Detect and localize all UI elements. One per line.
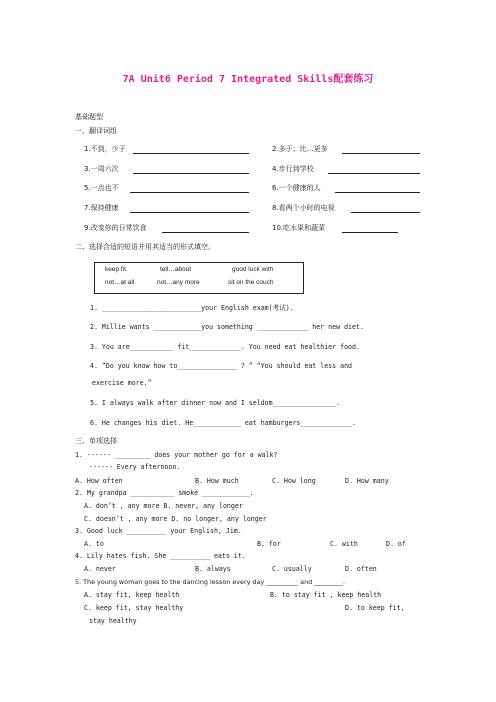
fill-question-2: 2. Millie wants ____________you something _____________ her new diet. [90,323,364,331]
mc-option: C. keep fit, stay healthy [84,604,184,612]
answer-blank-2 [342,153,420,154]
answer-blank-3 [133,173,249,174]
answer-blank-8 [351,212,420,213]
answer-blank-10 [342,232,398,233]
phrase-item-3: 3.一周六次 [84,165,119,173]
phrase-bank-item: not…any more [157,279,200,286]
mc-option: B. to stay fit , keep health [270,591,382,599]
mc-option: A. stay fit, keep health [84,591,180,599]
phrase-bank-item: tell…about [160,266,192,273]
answer-blank-7 [130,212,249,213]
mc-option: D. to keep fit, [345,604,405,612]
phrase-item-9: 9.改变你的日常饮食 [84,224,147,232]
phrase-bank-item: keep fit [105,266,126,273]
phrase-bank-item: sit on the couch [228,279,274,286]
phrase-item-7: 7.保持健康 [84,204,119,212]
mc-question-1: 1. ------ _________ does your mother go for a walk? [75,451,278,459]
phrase-item-8: 8.看两个小时的电视 [272,204,335,212]
answer-blank-5 [130,192,249,193]
answer-blank-4 [328,173,420,174]
phrase-bank-item: good luck with [232,266,274,273]
section1-title: 一、翻译词组 [75,127,117,135]
mc-question-5: 5. The young woman goes to the dancing lesson every day __________ and _________. [75,578,346,586]
mc-option: D. often [345,565,377,573]
phrase-item-4: 4.步行到学校 [272,165,314,173]
fill-question-6: 6. He changes his diet. He____________ eat hamburgers_____________. [90,419,356,427]
mc-option: C. How long [272,477,316,485]
mc-question-1-answer: ------ Every afternoon. [89,463,181,471]
mc-option: A. How often [75,477,123,485]
mc-option: B. How much [195,477,239,485]
mc-option: C. with [330,540,358,548]
answer-blank-1 [133,153,249,154]
mc-option: B. always [195,565,231,573]
section3-title: 三、单项选择 [75,437,117,445]
fill-question-5: 5. I always walk after dinner now and I seldom________________. [90,399,341,407]
mc-option: C. usually [272,565,312,573]
phrase-item-10: 10.吃水果和蔬菜 [272,224,326,232]
mc-option: A. to [84,540,104,548]
fill-question-1: 1. _________________________your English exam(考试). [90,304,294,312]
phrase-item-5: 5.一点也不 [84,184,119,192]
mc-option: B. for [257,540,281,548]
section2-title: 二、选择合适的短语并用其适当的形式填空。 [75,243,215,251]
phrase-item-2: 2.多于；比…更多 [272,145,328,153]
phrase-bank-item: not…at all [105,279,135,286]
mc-option: D. of [386,540,406,548]
mc-option-line: C. doesn’t , any more D. no longer, any longer [84,515,267,523]
mc-option-cont: stay healthy [89,617,137,625]
mc-question-2: 2. My grandpa ___________ smoke ____________. [75,489,254,497]
mc-option: A. never [84,565,116,573]
fill-question-4-cont: exercise more.” [92,379,152,387]
phrase-bank-box [94,262,304,294]
mc-option: D. How many [345,477,389,485]
phrase-item-6: 6.一个健康的人 [272,184,321,192]
fill-question-4: 4. “Do you know how to_______________ ? ” “You should eat less and [90,362,353,370]
phrase-item-1: 1.不到，少于 [84,145,126,153]
mc-question-4: 4. Lily hates fish. She __________ eats it. [75,552,246,560]
answer-blank-9 [162,232,249,233]
mc-option-line: A. don’t , any more B. never, any longer [84,502,243,510]
page-title: 7A Unit6 Period 7 Integrated Skills配套练习 [122,74,374,85]
fill-question-3: 3. You are___________ fit_____________. You need eat healthier food. [90,343,360,351]
basic-heading: 基础题型 [75,113,103,121]
answer-blank-6 [335,192,420,193]
mc-question-3: 3. Good luck __________ your English, Jim. [75,527,242,535]
